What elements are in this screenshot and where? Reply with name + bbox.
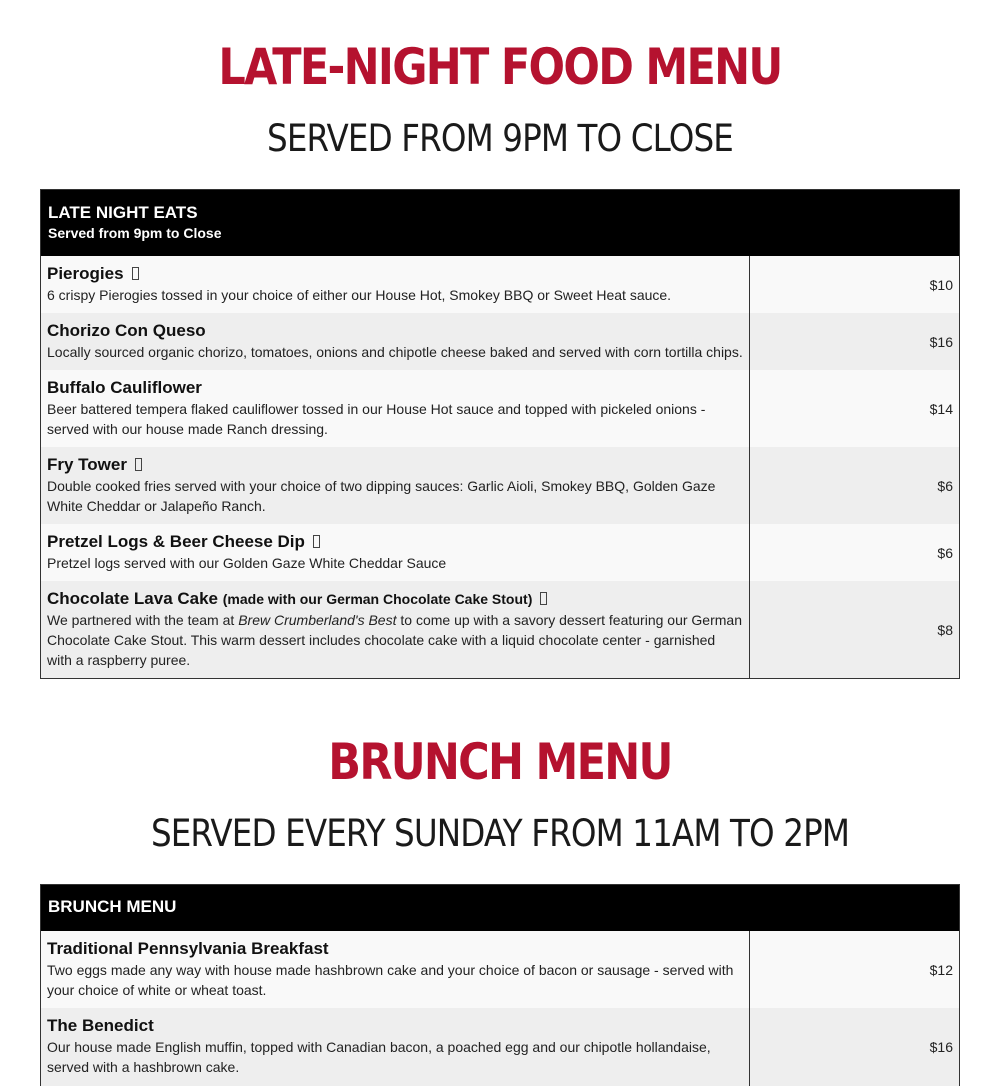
late-night-table-subtitle: Served from 9pm to Close bbox=[48, 225, 222, 241]
menu-item-name: Chocolate Lava Cake bbox=[47, 589, 219, 608]
menu-item-row bbox=[41, 256, 959, 313]
menu-item-price: $10 bbox=[929, 276, 953, 293]
menu-item-price: $16 bbox=[929, 1038, 953, 1055]
menu-item-price: $14 bbox=[929, 400, 953, 417]
brunch-menu-table bbox=[40, 884, 960, 1086]
menu-item-name: Chorizo Con Queso bbox=[47, 321, 206, 340]
menu-item-details bbox=[41, 1008, 750, 1086]
menu-item-description: Locally sourced organic chorizo, tomatoes, onions and chipotle cheese baked and served with corn tortilla chips. bbox=[47, 344, 743, 360]
menu-item-row bbox=[41, 931, 959, 1008]
brewery-name: Brew Crumberland's Best bbox=[238, 612, 397, 628]
menu-item-name: The Benedict bbox=[47, 1016, 154, 1035]
brunch-table-title: BRUNCH MENU bbox=[48, 897, 177, 916]
menu-item-name-wrap bbox=[47, 263, 743, 285]
menu-item-details bbox=[41, 313, 750, 370]
menu-item-name-wrap bbox=[47, 588, 743, 610]
menu-item-price: $6 bbox=[937, 544, 953, 561]
menu-item-details bbox=[41, 370, 750, 447]
menu-item-name: Pretzel Logs & Beer Cheese Dip bbox=[47, 532, 305, 551]
menu-item-description: Our house made English muffin, topped with Canadian bacon, a poached egg and our chipotle hollandaise, served with a hashbrown cake. bbox=[47, 1039, 711, 1075]
menu-item-row bbox=[41, 581, 959, 678]
menu-item-name: Fry Tower bbox=[47, 455, 127, 474]
menu-item-details bbox=[41, 256, 750, 313]
menu-item-price: $8 bbox=[937, 621, 953, 638]
menu-item-name: Traditional Pennsylvania Breakfast bbox=[47, 939, 329, 958]
brunch-table-header bbox=[41, 885, 959, 931]
vegetarian-icon bbox=[313, 535, 320, 548]
vegetarian-icon bbox=[540, 592, 547, 605]
menu-item-price: $16 bbox=[929, 333, 953, 350]
menu-item-details bbox=[41, 581, 750, 678]
menu-item-details bbox=[41, 931, 750, 1008]
late-night-table-header bbox=[41, 190, 959, 256]
description-text: We partnered with the team at bbox=[47, 612, 239, 628]
menu-item-name: Buffalo Cauliflower bbox=[47, 378, 202, 397]
menu-item-name-wrap bbox=[47, 454, 743, 476]
menu-item-details bbox=[41, 524, 750, 581]
late-night-title: LATE-NIGHT FOOD MENU bbox=[218, 38, 782, 96]
late-night-menu-table bbox=[40, 189, 960, 679]
vegetarian-icon bbox=[135, 458, 142, 471]
menu-item-name: Pierogies bbox=[47, 264, 124, 283]
late-night-table-title: LATE NIGHT EATS bbox=[48, 203, 198, 222]
menu-item-row bbox=[41, 447, 959, 524]
menu-item-row bbox=[41, 1008, 959, 1086]
description-text: to come up with a savory dessert featuring our German Chocolate Cake Stout. This warm dessert includes chocolate cake with a liquid chocolate center - garnished with a raspberry puree. bbox=[47, 612, 742, 668]
menu-item-description bbox=[47, 610, 743, 670]
menu-item-description: 6 crispy Pierogies tossed in your choice of either our House Hot, Smokey BBQ or Sweet Heat sauce. bbox=[47, 287, 672, 303]
menu-item-details bbox=[41, 447, 750, 524]
menu-item-description: Beer battered tempera flaked cauliflower tossed in our House Hot sauce and topped with pickeled onions - served with our house made Ranch dressing. bbox=[47, 401, 706, 437]
vegetarian-icon bbox=[132, 267, 139, 280]
menu-item-description: Double cooked fries served with your choice of two dipping sauces: Garlic Aioli, Smokey BBQ, Golden Gaze White Cheddar or Jalapeño Ranch. bbox=[47, 478, 716, 514]
brunch-subtitle: SERVED EVERY SUNDAY FROM 11AM TO 2PM bbox=[150, 812, 850, 855]
late-night-subtitle: SERVED FROM 9PM TO CLOSE bbox=[267, 117, 733, 160]
menu-item-row bbox=[41, 370, 959, 447]
menu-item-note: (made with our German Chocolate Cake Stout) bbox=[222, 591, 533, 607]
menu-item-price: $12 bbox=[929, 961, 953, 978]
menu-item-name-wrap bbox=[47, 531, 743, 553]
menu-item-description: Two eggs made any way with house made hashbrown cake and your choice of bacon or sausage - served with your choice of white or wheat toast. bbox=[47, 962, 734, 998]
menu-item-price: $6 bbox=[937, 477, 953, 494]
menu-item-row bbox=[41, 524, 959, 581]
menu-item-description: Pretzel logs served with our Golden Gaze White Cheddar Sauce bbox=[47, 555, 447, 571]
brunch-title: BRUNCH MENU bbox=[328, 733, 672, 791]
menu-item-row bbox=[41, 313, 959, 370]
